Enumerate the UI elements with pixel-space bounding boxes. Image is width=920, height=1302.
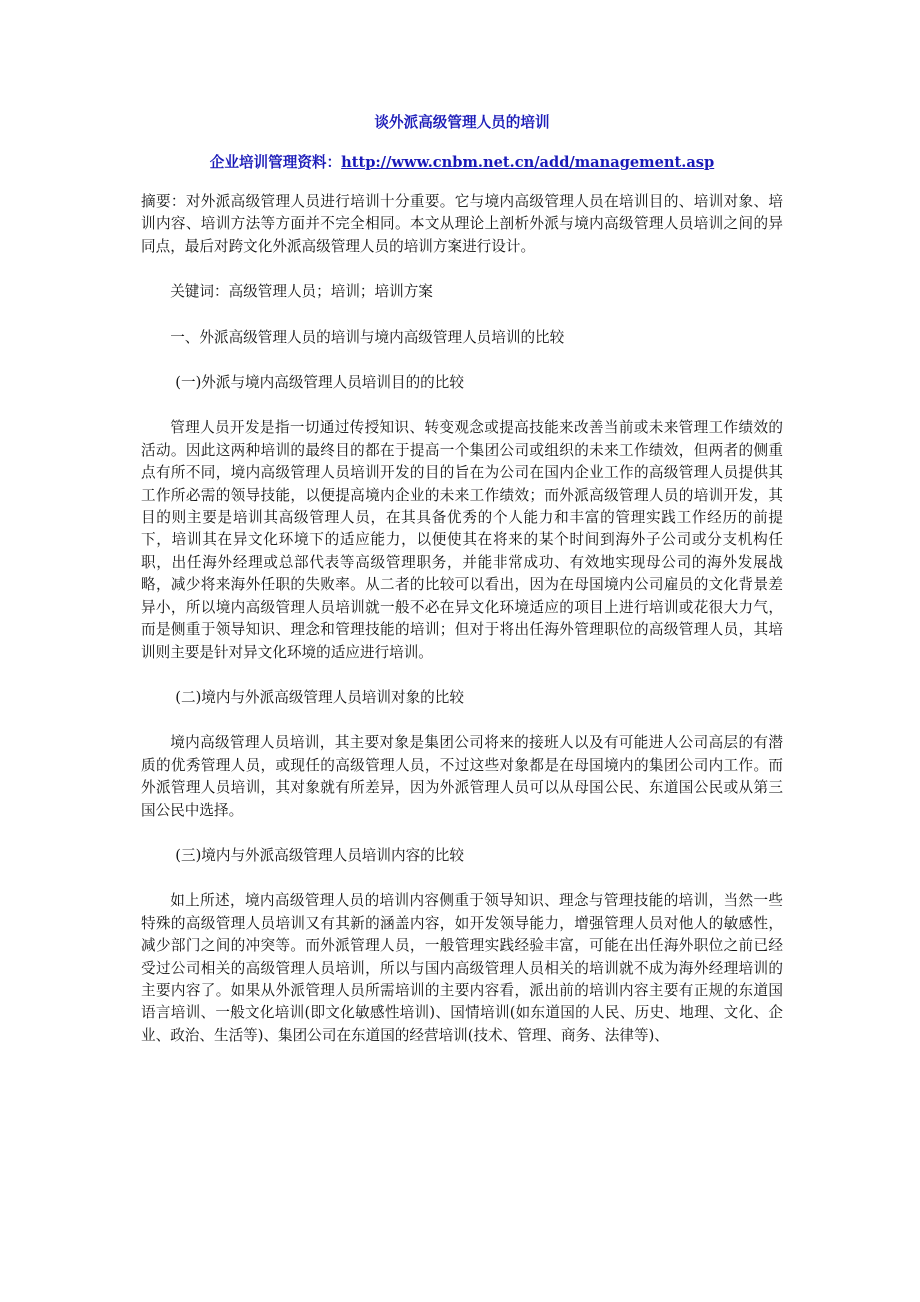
source-line [141, 152, 783, 174]
document-body [141, 112, 783, 1070]
subsection-1-body: 管理人员开发是指一切通过传授知识、转变观念或提高技能来改善当前或未来管理工作绩效的活动。因此这两种培训的最终目的都在于提高一个集团公司或组织的未来工作绩效，但两者的侧重点有所不同，境内高级管理人员培训开发的目的旨在为公司在国内企业工作的高级管理人员提供其工作所必需的领导技能，以便提高境内企业的未来工作绩效；而外派高级管理人员的培训开发，其目的则主要是培训其高级管理人员，在其具备优秀的个人能力和丰富的管理实践工作经历的前提下，培训其在异文化环境下的适应能力，以便使其在将来的某个时间到海外子公司或分支机构任职，出任海外经理或总部代表等高级管理职务，并能非常成功、有效地实现母公司的海外发展战略，减少将来海外任职的失败率。从二者的比较可以看出，因为在母国境内公司雇员的文化背景差异小，所以境内高级管理人员培训就一般不必在异文化环境适应的项目上进行培训或花很大力气，而是侧重于领导知识、理念和管理技能的培训；但对于将出任海外管理职位的高级管理人员，其培训则主要是针对异文化环境的适应进行培训。 [141, 419, 783, 661]
subsection-1-heading: (一)外派与境内高级管理人员培训目的的比较 [175, 374, 464, 392]
subsection-3-heading: (三)境内与外派高级管理人员培训内容的比较 [175, 846, 464, 864]
subsection-2-body: 境内高级管理人员培训，其主要对象是集团公司将来的接班人以及有可能进人公司高层的有潜质的优秀管理人员，或现任的高级管理人员，不过这些对象都是在母国境内的集团公司内工作。而外派管理人员培训，其对象就有所差异，因为外派管理人员可以从母国公民、东道国公民或从第三国公民中选择。 [141, 734, 783, 819]
document-title: 谈外派高级管理人员的培训 [374, 114, 550, 131]
section-1-heading: 一、外派高级管理人员的培训与境内高级管理人员培训的比较 [170, 328, 565, 346]
keywords: 关键词：高级管理人员；培训；培训方案 [170, 283, 433, 301]
subsection-3-body: 如上所述，境内高级管理人员的培训内容侧重于领导知识、理念与管理技能的培训，当然一些特殊的高级管理人员培训又有其新的涵盖内容，如开发领导能力，增强管理人员对他人的敏感性，减少部门之间的冲突等。而外派管理人员，一般管理实践经验丰富，可能在出任海外职位之前已经受过公司相关的高级管理人员培训，所以与国内高级管理人员相关的培训就不成为海外经理培训的主要内容了。如果从外派管理人员所需培训的主要内容看，派出前的培训内容主要有正规的东道国语言培训、一般文化培训(即文化敏感性培训)、国情培训(如东道国的人民、历史、地理、文化、企业、政治、生活等)、集团公司在东道国的经营培训(技术、管理、商务、法律等)、 [141, 892, 783, 1044]
subsection-2-heading: (二)境内与外派高级管理人员培训对象的比较 [175, 688, 464, 706]
abstract: 摘要：对外派高级管理人员进行培训十分重要。它与境内高级管理人员在培训目的、培训对象、培训内容、培训方法等方面并不完全相同。本文从理论上剖析外派与境内高级管理人员培训之间的异同点，最后对跨文化外派高级管理人员的培训方案进行设计。 [141, 193, 783, 255]
source-link[interactable]: http://www.cnbm.net.cn/add/management.asp [341, 154, 715, 171]
source-label: 企业培训管理资料： [209, 154, 342, 171]
